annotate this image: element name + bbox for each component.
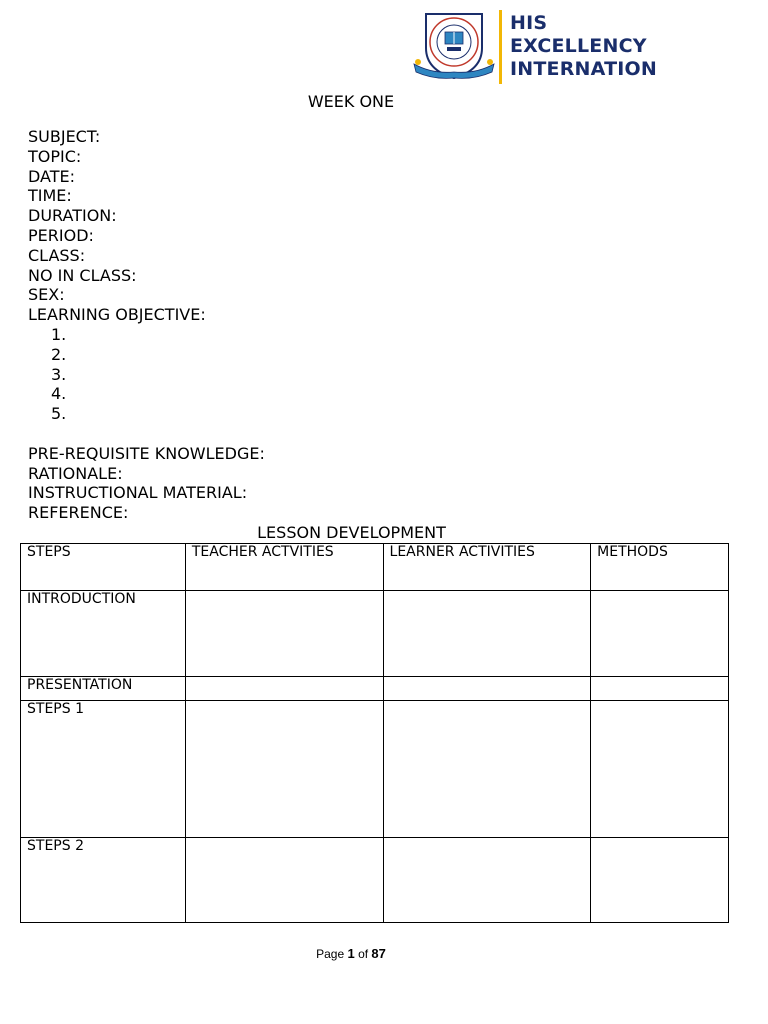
total-pages: 87 — [371, 946, 386, 961]
table-row — [21, 838, 729, 923]
of-word: of — [358, 947, 369, 961]
table-cell[interactable] — [185, 677, 383, 701]
header-cell-learner: LEARNER ACTIVITIES — [383, 544, 591, 591]
brand-name — [510, 12, 657, 81]
page-word: Page — [316, 947, 345, 961]
date-label: DATE: — [28, 166, 76, 186]
lesson-development-table — [20, 543, 729, 923]
school-crest-logo — [412, 8, 496, 84]
objective-item: 2. — [51, 344, 67, 364]
blank-line — [28, 424, 265, 444]
rationale-label: RATIONALE: — [28, 463, 123, 483]
class-label: CLASS: — [28, 245, 86, 265]
table-cell[interactable] — [185, 591, 383, 677]
time-label: TIME: — [28, 186, 72, 206]
table-cell[interactable] — [185, 838, 383, 923]
header-cell-methods: METHODS — [591, 544, 729, 591]
row-label-steps-1: STEPS 1 — [21, 701, 186, 838]
table-cell[interactable] — [383, 591, 591, 677]
table-cell[interactable] — [185, 701, 383, 838]
table-cell[interactable] — [383, 677, 591, 701]
row-label-steps-2: STEPS 2 — [21, 838, 186, 923]
page-number: 1 — [347, 946, 355, 961]
pre-requisite-label: PRE-REQUISITE KNOWLEDGE: — [28, 443, 265, 463]
row-label-presentation: PRESENTATION — [21, 677, 186, 701]
objective-item: 5. — [51, 404, 67, 424]
header-cell-teacher: TEACHER ACTVITIES — [185, 544, 383, 591]
objective-item: 3. — [51, 364, 67, 384]
table-row — [21, 677, 729, 701]
header-cell-steps: STEPS — [21, 544, 186, 591]
objective-item: 4. — [51, 384, 67, 404]
sex-label: SEX: — [28, 285, 65, 305]
table-cell[interactable] — [591, 838, 729, 923]
week-title: WEEK ONE — [307, 92, 395, 111]
page-footer — [0, 946, 702, 961]
duration-label: DURATION: — [28, 206, 117, 226]
learning-objective-label: LEARNING OBJECTIVE: — [28, 305, 206, 325]
table-cell[interactable] — [383, 838, 591, 923]
table-header-row — [21, 544, 729, 591]
subject-label: SUBJECT: — [28, 127, 101, 146]
brand-line: INTERNATION — [510, 58, 657, 80]
reference-label: REFERENCE: — [28, 503, 129, 523]
table-cell[interactable] — [591, 701, 729, 838]
table-cell[interactable] — [383, 701, 591, 838]
instructional-material-label: INSTRUCTIONAL MATERIAL: — [28, 483, 248, 503]
table-cell[interactable] — [591, 677, 729, 701]
objective-list — [28, 325, 265, 424]
no-in-class-label: NO IN CLASS: — [28, 265, 137, 285]
table-cell[interactable] — [591, 591, 729, 677]
topic-label: TOPIC: — [28, 146, 82, 166]
row-label-introduction: INTRODUCTION — [21, 591, 186, 677]
table-row — [21, 701, 729, 838]
table-row — [21, 591, 729, 677]
lesson-plan-fields — [28, 127, 265, 523]
brand-line: HIS — [510, 12, 548, 34]
objective-item: 1. — [51, 324, 67, 344]
brand-line: EXCELLENCY — [510, 35, 647, 57]
lesson-development-title: LESSON DEVELOPMENT — [257, 523, 446, 542]
period-label: PERIOD: — [28, 225, 94, 245]
brand-divider — [499, 10, 502, 84]
